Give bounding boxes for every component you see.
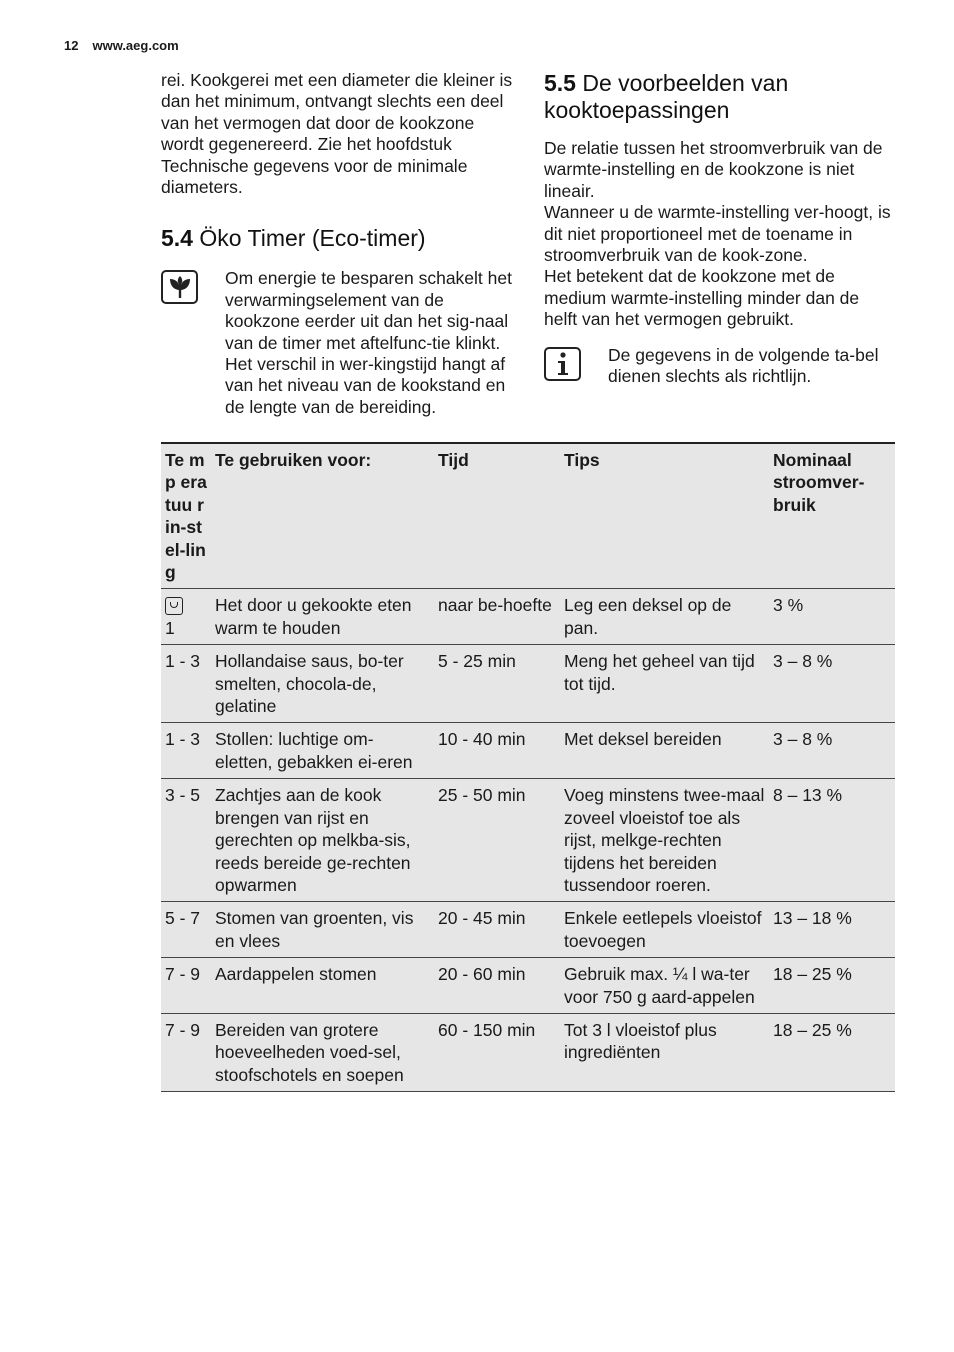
section-title: De voorbeelden van kooktoepassingen [544, 70, 789, 123]
cell-power: 18 – 25 % [773, 964, 852, 985]
table-row [161, 1013, 895, 1091]
section-number: 5.5 [544, 70, 576, 96]
cell-use: Aardappelen stomen [215, 964, 377, 985]
table-row [161, 902, 895, 958]
paragraph-relation: De relatie tussen het stroomverbruik van de warmte-instelling en de kookzone is niet lineair. [544, 138, 883, 201]
eco-note [161, 268, 513, 418]
table-row [161, 723, 895, 779]
keep-warm-icon [165, 597, 183, 615]
cell-power: 3 – 8 % [773, 651, 833, 672]
cell-setting: 7 - 9 [165, 964, 201, 985]
cell-power: 8 – 13 % [773, 785, 843, 806]
cell-setting: 7 - 9 [165, 1019, 201, 1040]
cell-setting: 1 [161, 589, 211, 645]
table-header-row [161, 443, 895, 589]
section-number: 5.4 [161, 225, 193, 252]
header-power: Nominaal stroomver-bruik [773, 450, 865, 515]
header-setting: Te mp era tuu rin-stel-lin g [165, 450, 207, 583]
table-row [161, 645, 895, 723]
cell-power: 3 – 8 % [773, 729, 833, 750]
cell-tips: Leg een deksel op de pan. [564, 595, 732, 638]
paragraph-increase: Wanneer u de warmte-instelling ver-hoogt, is dit niet proportioneel met de toename in stroomverbruik van de kook-zone. [544, 202, 891, 266]
cell-time: 10 - 40 min [438, 729, 526, 750]
cell-time: 20 - 60 min [438, 964, 526, 985]
cell-setting: 1 - 3 [165, 651, 201, 672]
cell-tips: Meng het geheel van tijd tot tijd. [564, 651, 755, 694]
cell-power: 18 – 25 % [773, 1019, 852, 1040]
cell-setting: 3 - 5 [165, 785, 201, 806]
header-time: Tijd [438, 450, 469, 470]
section-heading-examples [544, 70, 896, 124]
cell-time: naar be-hoefte [438, 595, 552, 616]
right-column [544, 70, 896, 387]
cell-time: 20 - 45 min [438, 908, 526, 929]
eco-note-text: Om energie te besparen schakelt het verwarmingselement van de kookzone eerder uit dan het sig-naal van de timer met aftelfunc-tie klinkt. Het verschil in wer-kingstijd hangt af van het niveau van de kookstand en de lengte van de bereiding. [225, 268, 512, 417]
cell-setting: 1 - 3 [165, 729, 201, 750]
cell-tips: Gebruik max. ¼ l wa-ter voor 750 g aard-appelen [564, 964, 755, 1007]
info-note [544, 345, 896, 388]
table-row [161, 779, 895, 902]
cell-time: 5 - 25 min [438, 651, 516, 672]
cell-use: Stomen van groenten, vis en vlees [215, 908, 414, 951]
section-heading-eco-timer [161, 225, 513, 252]
cell-power: 3 % [773, 595, 804, 616]
table-row [161, 589, 895, 645]
cell-use: Bereiden van grotere hoeveelheden voed-sel, stoofschotels en soepen [215, 1019, 404, 1085]
page-header [64, 38, 179, 53]
header-tips: Tips [564, 450, 600, 470]
intro-paragraph: rei. Kookgerei met een diameter die kleiner is dan het minimum, ontvangt slechts een deel van het vermogen dat door de kookzone wordt gegenereerd. Zie het hoofdstuk Technische gegevens voor de minimale diameters. [161, 70, 513, 198]
section-title: Öko Timer (Eco-timer) [199, 225, 426, 252]
cooking-table [161, 442, 895, 1092]
paragraph-medium: Het betekent dat de kookzone met de medium warmte-instelling minder dan de helft van het vermogen gebruikt. [544, 266, 860, 330]
eco-leaf-icon [161, 270, 198, 304]
info-icon [544, 347, 581, 381]
cell-setting: 5 - 7 [165, 908, 201, 929]
left-column [161, 70, 513, 418]
cell-tips: Enkele eetlepels vloeistof toevoegen [564, 908, 762, 951]
cell-tips: Voeg minstens twee-maal zoveel vloeistof toe als rijst, melkge-rechten tijdens het bereiden tussendoor roeren. [564, 785, 765, 895]
cell-use: Het door u gekookte eten warm te houden [215, 595, 412, 638]
cell-use: Stollen: luchtige om-eletten, gebakken ei-eren [215, 729, 413, 772]
table-row [161, 958, 895, 1014]
cell-tips: Met deksel bereiden [564, 729, 722, 750]
cell-time: 60 - 150 min [438, 1019, 536, 1040]
cell-time: 25 - 50 min [438, 785, 526, 806]
info-note-text: De gegevens in de volgende ta-bel dienen slechts als richtlijn. [608, 344, 879, 387]
cell-use: Zachtjes aan de kook brengen van rijst en gerechten op melkba-sis, reeds bereide ge-rechten opwarmen [215, 785, 411, 895]
site-url[interactable]: www.aeg.com [92, 38, 179, 53]
cell-tips: Tot 3 l vloeistof plus ingrediënten [564, 1019, 717, 1063]
header-use: Te gebruiken voor: [215, 450, 372, 470]
page-number: 12 [64, 38, 79, 53]
cell-power: 13 – 18 % [773, 908, 852, 929]
cell-use: Hollandaise saus, bo-ter smelten, chocola-de, gelatine [215, 651, 404, 717]
